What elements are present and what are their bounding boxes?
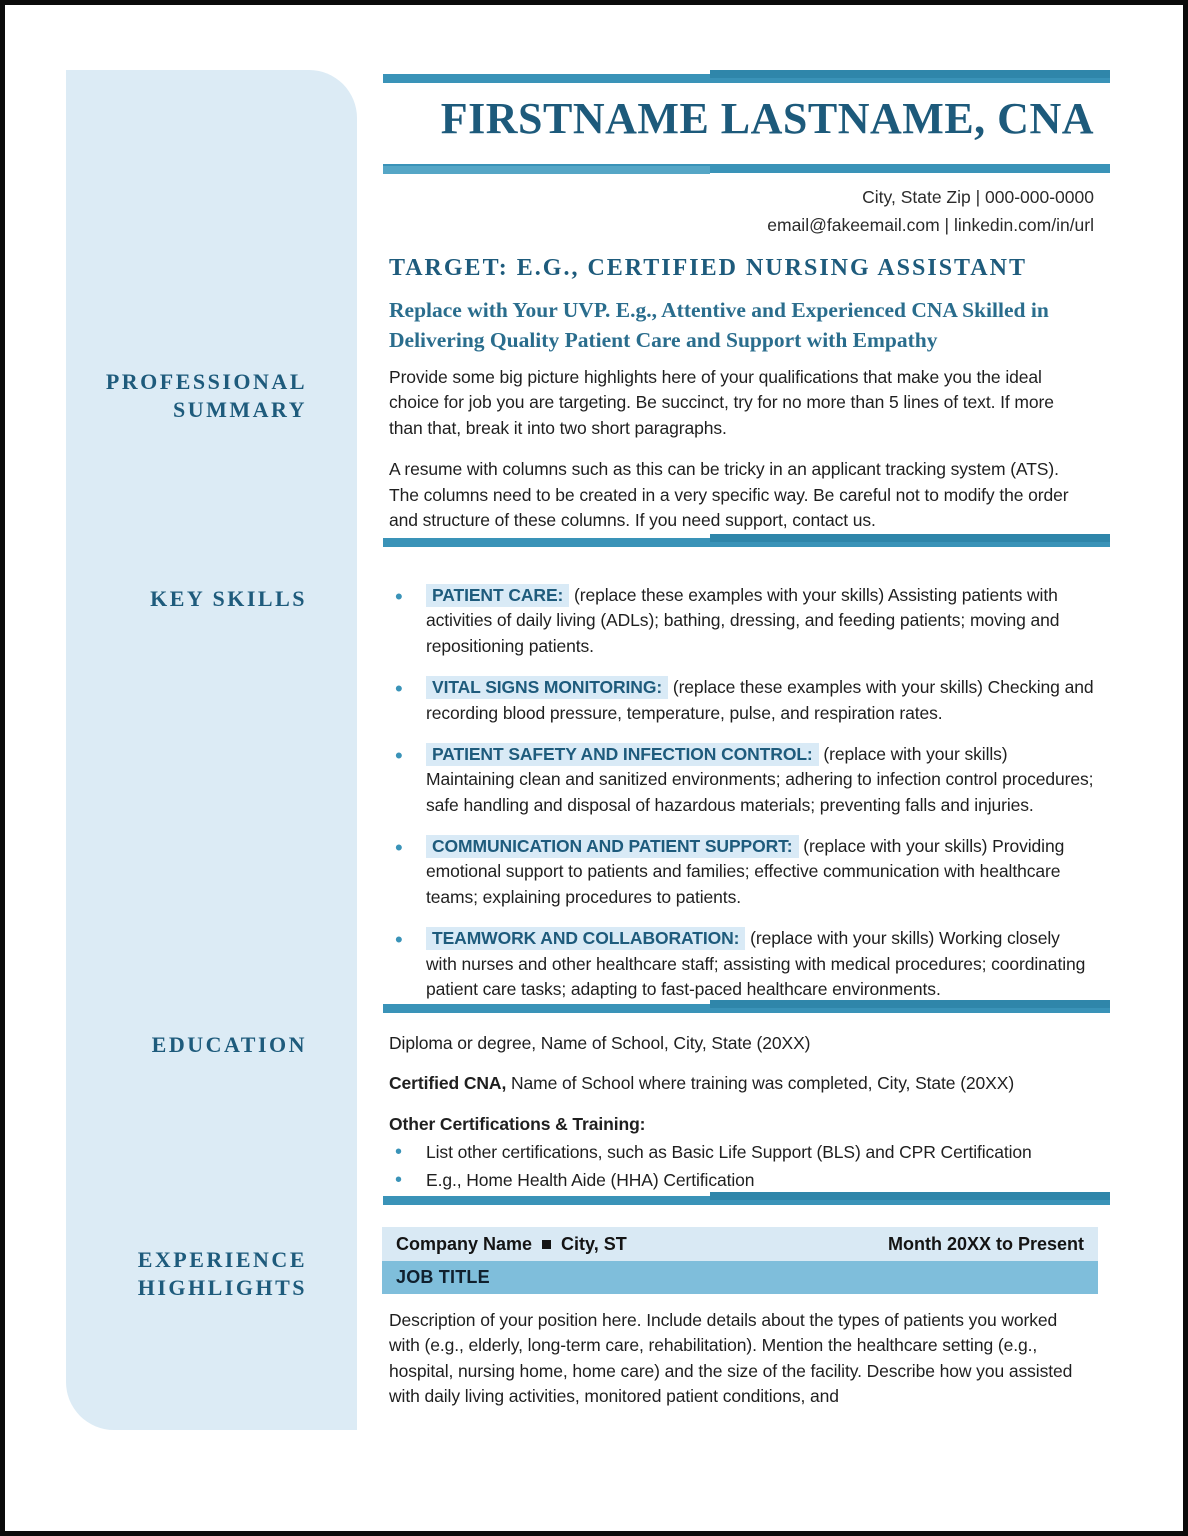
summary-paragraph: Provide some big picture highlights here of your qualifications that make you the ideal choice for job you are targeting. Be succinct, try for no more than 5 lines of text. If more than that, break it into two short paragraphs.	[389, 367, 1054, 438]
other-certifications-heading: Other Certifications & Training:	[389, 1113, 646, 1134]
skill-item	[389, 926, 1095, 1002]
skill-text: (replace with your skills) Maintaining clean and sanitized environments; adhering to infection control procedures; safe handling and disposal of hazardous materials; preventing falls and injuries.	[426, 743, 1094, 815]
certifications-list	[389, 1140, 1095, 1193]
sidebar	[66, 70, 357, 1430]
skill-item	[389, 834, 1095, 910]
sidebar-label-key-skills: KEY SKILLS	[150, 586, 307, 611]
certification-item: • E.g., Home Health Aide (HHA) Certification	[389, 1168, 1095, 1193]
skill-label: PATIENT CARE:	[426, 584, 569, 607]
sidebar-label-experience-highlights: EXPERIENCE HIGHLIGHTS	[137, 1247, 307, 1301]
section-divider-bar	[383, 534, 1110, 547]
skill-text: (replace these examples with your skills) Assisting patients with activities of daily living (ADLs); bathing, dressing, and feeding patients; moving and repositioning patients.	[426, 585, 1060, 656]
skill-label: VITAL SIGNS MONITORING:	[426, 676, 668, 699]
experience-company-row	[382, 1227, 1098, 1261]
skill-text: (replace these examples with your skills) Checking and recording blood pressure, temperature, pulse, and respiration rates.	[426, 677, 1094, 723]
section-divider-bar	[383, 1000, 1110, 1013]
skill-label: TEAMWORK AND COLLABORATION:	[426, 927, 745, 950]
main-column	[383, 5, 1110, 1531]
skill-text: (replace with your skills) Providing emotional support to patients and families; effective communication with healthcare teams; explaining procedures to patients.	[426, 836, 1065, 907]
job-description: Description of your position here. Include details about the types of patients you worked with (e.g., elderly, long-term care, rehabilitation). Mention the healthcare setting (e.g., hospital, nursing home, home care) and the size of the facility. Describe how you assisted with daily living activities, monitored patient conditions, and	[389, 1310, 1073, 1407]
education-certified-line	[389, 1071, 1095, 1096]
skill-label: PATIENT SAFETY AND INFECTION CONTROL:	[426, 743, 819, 766]
professional-summary-section	[389, 365, 1089, 533]
square-separator-icon	[542, 1240, 551, 1249]
certified-cna-label: Certified CNA,	[389, 1073, 507, 1094]
certified-cna-detail: Name of School where training was completed, City, State (20XX)	[511, 1073, 1015, 1094]
skill-label: COMMUNICATION AND PATIENT SUPPORT:	[426, 835, 799, 858]
company-name: Company Name	[396, 1233, 533, 1254]
section-divider-bar	[383, 1192, 1110, 1205]
contact-line-location-phone: City, State Zip | 000-000-0000	[862, 187, 1094, 207]
under-name-divider-bar	[383, 160, 1110, 173]
sidebar-label-professional-summary: PROFESSIONAL SUMMARY	[105, 369, 307, 423]
contact-block	[383, 183, 1094, 239]
uvp-statement: Replace with Your UVP. E.g., Attentive and Experienced CNA Skilled in Delivering Quality Patient Care and Support with Empathy	[389, 298, 1049, 352]
skill-item	[389, 675, 1095, 726]
experience-section	[382, 1227, 1098, 1410]
education-section	[389, 1031, 1095, 1193]
summary-paragraph: A resume with columns such as this can be tricky in an applicant tracking system (ATS). The columns need to be created in a very specific way. Be careful not to modify the order and structure of these columns. If you need support, contact us.	[389, 459, 1069, 530]
skill-item	[389, 742, 1095, 818]
target-heading: TARGET: E.G., CERTIFIED NURSING ASSISTANT	[389, 255, 1027, 281]
key-skills-list	[389, 583, 1095, 1018]
education-degree-line: Diploma or degree, Name of School, City, State (20XX)	[389, 1033, 811, 1053]
employment-dates: Month 20XX to Present	[887, 1233, 1084, 1254]
job-title-row: JOB TITLE	[382, 1261, 1098, 1294]
company-location-group	[396, 1234, 627, 1255]
skill-item	[389, 583, 1095, 659]
sidebar-label-education: EDUCATION	[151, 1032, 307, 1057]
top-divider-bar	[383, 70, 1110, 83]
name-heading: FIRSTNAME LASTNAME, CNA	[440, 94, 1094, 143]
skill-text: (replace with your skills) Working closely with nurses and other healthcare staff; assisting with medical procedures; coordinating patient care tasks; adapting to fast-paced healthcare environments.	[426, 928, 1086, 999]
company-location: City, ST	[561, 1233, 627, 1254]
certification-item: • List other certifications, such as Basic Life Support (BLS) and CPR Certification	[389, 1140, 1095, 1165]
contact-line-email-linkedin: email@fakeemail.com | linkedin.com/in/url	[767, 215, 1094, 235]
